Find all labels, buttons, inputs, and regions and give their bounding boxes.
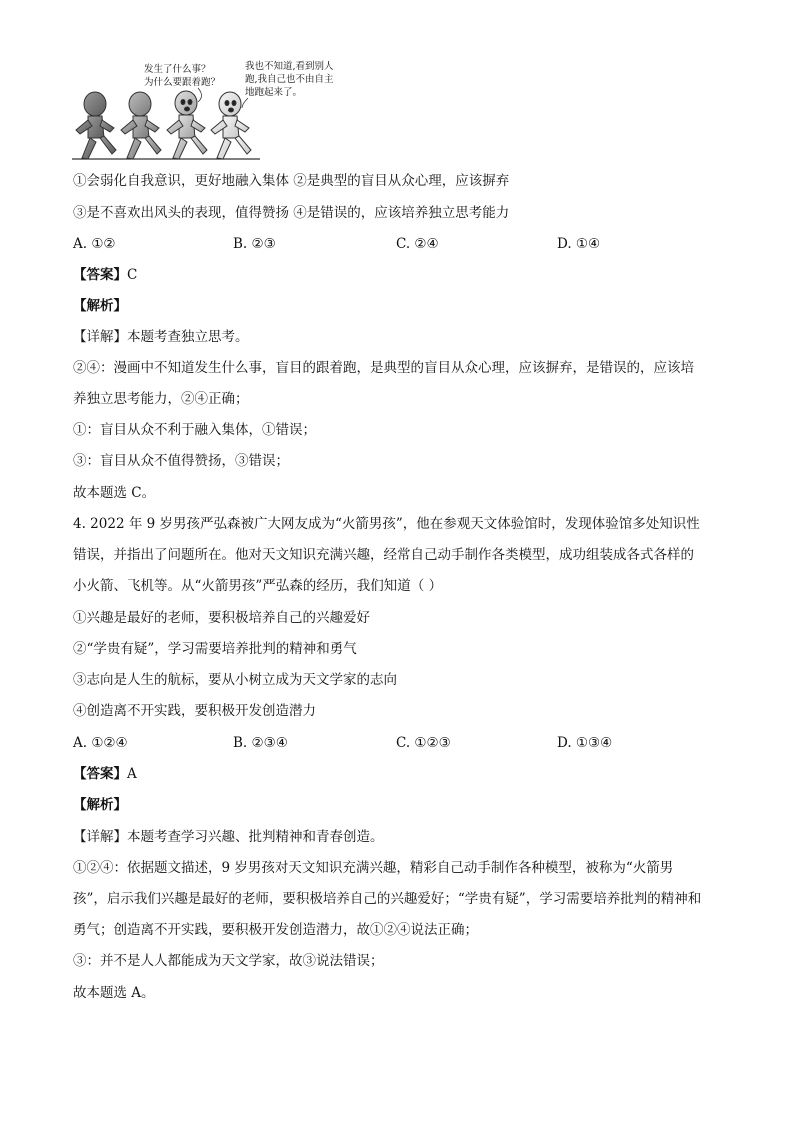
q3-option-a: A. ①②	[73, 236, 116, 252]
q4-option-d: D. ①③④	[557, 735, 613, 751]
q4-stem-3: 小火箭、飞机等。从“火箭男孩”严弘森的经历，我们知道（ ）	[73, 578, 443, 594]
q4-statement-1: ①兴趣是最好的老师，要积极培养自己的兴趣爱好	[73, 610, 370, 626]
q3-option-d: D. ①④	[557, 236, 601, 252]
q4-detail: 【详解】本题考查学习兴趣、批判精神和青春创造。	[73, 829, 384, 845]
q4-answer-label: 【答案】	[73, 766, 127, 782]
q4-option-a: A. ①②④	[73, 735, 128, 751]
q3-explain-2: 养独立思考能力，②④正确；	[73, 391, 249, 407]
q3-option-c: C. ②④	[396, 236, 439, 252]
bubble-left-line-1: 发生了什么事？	[144, 64, 211, 75]
q4-stem-1: 4. 2022 年 9 岁男孩严弘森被广大网友成为“火箭男孩”，他在参观天文体验馆时，发现体验馆多处知识性	[73, 516, 700, 532]
q4-statement-4: ④创造离不开实践，要积极开发创造潜力	[73, 703, 316, 719]
q4-explain-3: 勇气；创造离不开实践，要积极开发创造潜力，故①②④说法正确；	[73, 922, 478, 938]
q3-statement-3-4: ③是不喜欢出风头的表现，值得赞扬 ④是错误的，应该培养独立思考能力	[73, 205, 510, 221]
q3-explain-1: ②④：漫画中不知道发生什么事，盲目的跟着跑，是典型的盲目从众心理，应该摒弃，是错误的，应该培	[73, 360, 694, 376]
q4-stem-2: 错误，并指出了问题所在。他对天文知识充满兴趣，经常自己动手制作各类模型，成功组装成各式各样的	[73, 547, 694, 563]
q4-statement-3: ③志向是人生的航标，要从小树立成为天文学家的志向	[73, 672, 397, 688]
q4-analysis-label: 【解析】	[73, 797, 127, 813]
runner-2-icon	[121, 92, 161, 159]
q3-analysis-label: 【解析】	[73, 298, 127, 314]
runner-1-icon	[76, 92, 116, 159]
running-crowd-cartoon-icon	[70, 58, 370, 164]
q3-answer-value: C	[127, 267, 138, 283]
q3-explain-3: ①：盲目从众不利于融入集体，①错误；	[73, 422, 316, 438]
q4-option-b: B. ②③④	[233, 735, 288, 751]
q4-answer	[73, 765, 137, 783]
q3-detail: 【详解】本题考查独立思考。	[73, 329, 249, 345]
q3-explain-4: ③：盲目从众不值得赞扬，③错误；	[73, 453, 289, 469]
q4-answer-value: A	[127, 766, 137, 782]
q3-option-b: B. ②③	[233, 236, 276, 252]
bubble-left-line-2: 为什么要跟着跑？	[144, 77, 221, 88]
q3-conclusion: 故本题选 C。	[73, 485, 156, 501]
runner-3-icon	[167, 91, 207, 159]
q4-explain-4: ③：并不是人人都能成为天文学家，故③说法错误；	[73, 953, 384, 969]
q4-statement-2: ②“学贵有疑”，学习需要培养批判的精神和勇气	[73, 641, 357, 657]
bubble-right-line-3: 地跑起来了。	[245, 87, 303, 98]
q3-statement-1-2: ①会弱化自我意识，更好地融入集体 ②是典型的盲目从众心理，应该摒弃	[73, 173, 510, 189]
bubble-right-line-1: 我也不知道,看到别人	[245, 61, 334, 72]
q3-answer-label: 【答案】	[73, 267, 127, 283]
q4-conclusion: 故本题选 A。	[73, 985, 155, 1001]
q3-answer	[73, 266, 137, 284]
runner-4-icon	[211, 92, 251, 159]
bubble-right-line-2: 跑,我自己也不由自主	[245, 74, 334, 85]
q4-explain-1: ①②④：依据题文描述，9 岁男孩对天文知识充满兴趣，精彩自己动手制作各种模型，被称为“火箭男	[73, 860, 674, 876]
q4-option-c: C. ①②③	[396, 735, 451, 751]
q4-explain-2: 孩”，启示我们兴趣是最好的老师，要积极培养自己的兴趣爱好；“学贵有疑”，学习需要培养批判的精神和	[73, 891, 702, 907]
